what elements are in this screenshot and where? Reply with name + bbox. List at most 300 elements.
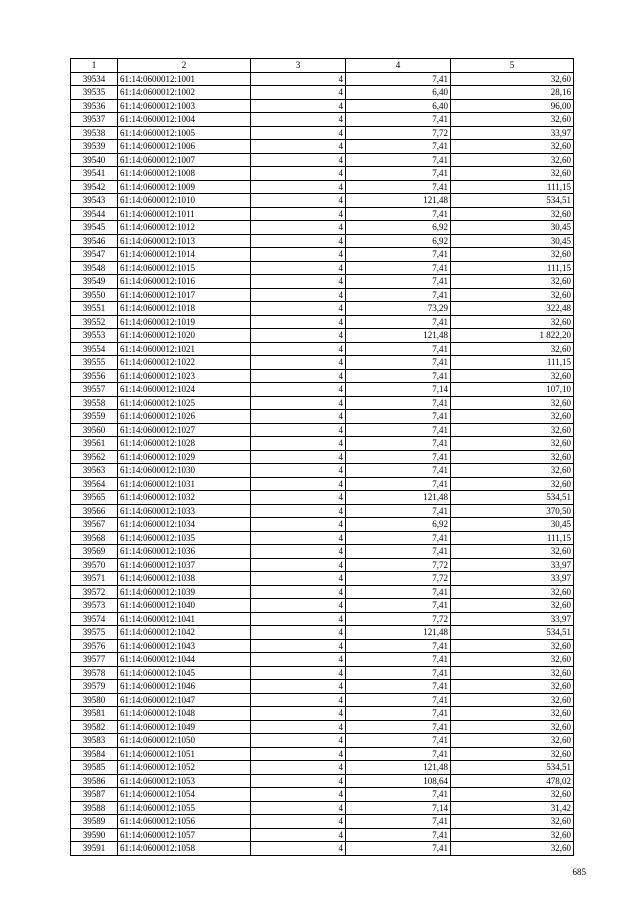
table-row — [71, 815, 574, 829]
table-cell-col3: 4 — [251, 518, 346, 532]
table-cell-col3: 4 — [251, 450, 346, 464]
table-body — [71, 72, 574, 855]
table-cell-col4: 7,41 — [346, 288, 451, 302]
table-cell-col1: 39559 — [71, 410, 118, 424]
table-cell-col5: 32,60 — [451, 693, 574, 707]
table-cell-col4: 73,29 — [346, 302, 451, 316]
table-cell-col5: 32,60 — [451, 680, 574, 694]
table-cell-col1: 39552 — [71, 315, 118, 329]
table-cell-col4: 7,41 — [346, 315, 451, 329]
table-row — [71, 788, 574, 802]
table-cell-col4: 6,40 — [346, 99, 451, 113]
table-cell-col4: 7,41 — [346, 666, 451, 680]
table-cell-col2: 61:14:0600012:1023 — [118, 369, 251, 383]
table-cell-col3: 4 — [251, 720, 346, 734]
table-row — [71, 666, 574, 680]
column-header-4: 4 — [346, 59, 451, 73]
table-cell-col5: 322,48 — [451, 302, 574, 316]
table-cell-col3: 4 — [251, 261, 346, 275]
table-cell-col3: 4 — [251, 423, 346, 437]
table-cell-col1: 39560 — [71, 423, 118, 437]
table-cell-col4: 7,41 — [346, 734, 451, 748]
table-cell-col4: 7,72 — [346, 558, 451, 572]
table-cell-col4: 7,41 — [346, 113, 451, 127]
table-cell-col5: 32,60 — [451, 639, 574, 653]
table-cell-col4: 7,41 — [346, 153, 451, 167]
table-cell-col4: 7,41 — [346, 410, 451, 424]
table-cell-col2: 61:14:0600012:1027 — [118, 423, 251, 437]
table-cell-col5: 96,00 — [451, 99, 574, 113]
table-cell-col1: 39584 — [71, 747, 118, 761]
table-row — [71, 518, 574, 532]
table-cell-col1: 39571 — [71, 572, 118, 586]
table-row — [71, 167, 574, 181]
table-row — [71, 531, 574, 545]
table-cell-col3: 4 — [251, 531, 346, 545]
table-cell-col2: 61:14:0600012:1042 — [118, 626, 251, 640]
table-cell-col4: 7,41 — [346, 653, 451, 667]
column-header-3: 3 — [251, 59, 346, 73]
table-cell-col4: 6,92 — [346, 234, 451, 248]
table-cell-col2: 61:14:0600012:1028 — [118, 437, 251, 451]
table-cell-col5: 32,60 — [451, 477, 574, 491]
table-row — [71, 450, 574, 464]
table-cell-col2: 61:14:0600012:1034 — [118, 518, 251, 532]
table-cell-col2: 61:14:0600012:1032 — [118, 491, 251, 505]
table-cell-col4: 7,41 — [346, 275, 451, 289]
table-cell-col2: 61:14:0600012:1011 — [118, 207, 251, 221]
table-cell-col4: 7,41 — [346, 842, 451, 856]
table-cell-col3: 4 — [251, 207, 346, 221]
table-cell-col5: 111,15 — [451, 261, 574, 275]
table-cell-col2: 61:14:0600012:1022 — [118, 356, 251, 370]
table-cell-col2: 61:14:0600012:1048 — [118, 707, 251, 721]
table-cell-col2: 61:14:0600012:1046 — [118, 680, 251, 694]
table-cell-col1: 39553 — [71, 329, 118, 343]
table-cell-col2: 61:14:0600012:1047 — [118, 693, 251, 707]
table-row — [71, 720, 574, 734]
table-cell-col3: 4 — [251, 477, 346, 491]
table-row — [71, 72, 574, 86]
table-cell-col3: 4 — [251, 464, 346, 478]
table-cell-col3: 4 — [251, 140, 346, 154]
table-cell-col4: 7,41 — [346, 720, 451, 734]
table-cell-col4: 121,48 — [346, 194, 451, 208]
table-cell-col5: 32,60 — [451, 113, 574, 127]
table-cell-col4: 121,48 — [346, 626, 451, 640]
table-cell-col2: 61:14:0600012:1044 — [118, 653, 251, 667]
table-cell-col5: 32,60 — [451, 396, 574, 410]
table-cell-col2: 61:14:0600012:1021 — [118, 342, 251, 356]
table-cell-col1: 39572 — [71, 585, 118, 599]
table-cell-col2: 61:14:0600012:1036 — [118, 545, 251, 559]
table-cell-col5: 32,60 — [451, 585, 574, 599]
table-cell-col2: 61:14:0600012:1035 — [118, 531, 251, 545]
table-row — [71, 275, 574, 289]
table-cell-col4: 7,41 — [346, 450, 451, 464]
table-row — [71, 221, 574, 235]
table-cell-col2: 61:14:0600012:1020 — [118, 329, 251, 343]
table-cell-col1: 39539 — [71, 140, 118, 154]
table-cell-col2: 61:14:0600012:1009 — [118, 180, 251, 194]
table-cell-col1: 39549 — [71, 275, 118, 289]
table-cell-col1: 39576 — [71, 639, 118, 653]
table-cell-col1: 39575 — [71, 626, 118, 640]
table-cell-col3: 4 — [251, 167, 346, 181]
table-row — [71, 653, 574, 667]
table-cell-col1: 39564 — [71, 477, 118, 491]
table-cell-col3: 4 — [251, 585, 346, 599]
table-cell-col5: 32,60 — [451, 410, 574, 424]
table-cell-col1: 39573 — [71, 599, 118, 613]
table-row — [71, 477, 574, 491]
table-cell-col3: 4 — [251, 275, 346, 289]
table-cell-col2: 61:14:0600012:1013 — [118, 234, 251, 248]
table-cell-col3: 4 — [251, 356, 346, 370]
table-cell-col4: 7,41 — [346, 464, 451, 478]
table-row — [71, 491, 574, 505]
table-cell-col1: 39558 — [71, 396, 118, 410]
table-cell-col1: 39566 — [71, 504, 118, 518]
table-row — [71, 180, 574, 194]
table-cell-col5: 32,60 — [451, 207, 574, 221]
table-cell-col2: 61:14:0600012:1018 — [118, 302, 251, 316]
table-cell-col3: 4 — [251, 234, 346, 248]
table-cell-col4: 7,41 — [346, 531, 451, 545]
table-cell-col2: 61:14:0600012:1038 — [118, 572, 251, 586]
table-cell-col2: 61:14:0600012:1054 — [118, 788, 251, 802]
table-cell-col3: 4 — [251, 612, 346, 626]
table-cell-col5: 32,60 — [451, 248, 574, 262]
table-cell-col3: 4 — [251, 707, 346, 721]
table-row — [71, 599, 574, 613]
table-cell-col1: 39579 — [71, 680, 118, 694]
table-cell-col4: 7,41 — [346, 504, 451, 518]
table-cell-col5: 32,60 — [451, 545, 574, 559]
table-cell-col4: 6,40 — [346, 86, 451, 100]
table-cell-col1: 39540 — [71, 153, 118, 167]
table-cell-col4: 121,48 — [346, 491, 451, 505]
table-row — [71, 612, 574, 626]
table-cell-col1: 39588 — [71, 801, 118, 815]
table-cell-col4: 7,41 — [346, 639, 451, 653]
table-row — [71, 194, 574, 208]
table-cell-col5: 32,60 — [451, 734, 574, 748]
table-row — [71, 342, 574, 356]
table-cell-col4: 7,41 — [346, 477, 451, 491]
table-cell-col1: 39534 — [71, 72, 118, 86]
table-cell-col3: 4 — [251, 666, 346, 680]
table-cell-col1: 39582 — [71, 720, 118, 734]
table-cell-col4: 7,41 — [346, 545, 451, 559]
table-cell-col1: 39556 — [71, 369, 118, 383]
table-row — [71, 693, 574, 707]
table-row — [71, 842, 574, 856]
table-cell-col1: 39574 — [71, 612, 118, 626]
column-header-1: 1 — [71, 59, 118, 73]
table-cell-col3: 4 — [251, 653, 346, 667]
table-cell-col2: 61:14:0600012:1033 — [118, 504, 251, 518]
table-cell-col2: 61:14:0600012:1008 — [118, 167, 251, 181]
table-row — [71, 639, 574, 653]
table-cell-col4: 7,41 — [346, 72, 451, 86]
table-cell-col4: 121,48 — [346, 761, 451, 775]
table-cell-col4: 7,41 — [346, 140, 451, 154]
table-cell-col1: 39587 — [71, 788, 118, 802]
table-cell-col4: 7,41 — [346, 342, 451, 356]
table-cell-col5: 534,51 — [451, 761, 574, 775]
table-cell-col5: 33,97 — [451, 126, 574, 140]
table-cell-col2: 61:14:0600012:1014 — [118, 248, 251, 262]
table-row — [71, 369, 574, 383]
table-cell-col4: 7,72 — [346, 572, 451, 586]
table-cell-col1: 39547 — [71, 248, 118, 262]
table-row — [71, 86, 574, 100]
table-cell-col2: 61:14:0600012:1041 — [118, 612, 251, 626]
table-cell-col4: 7,41 — [346, 207, 451, 221]
table-cell-col1: 39537 — [71, 113, 118, 127]
table-cell-col2: 61:14:0600012:1004 — [118, 113, 251, 127]
table-cell-col2: 61:14:0600012:1057 — [118, 828, 251, 842]
table-row — [71, 626, 574, 640]
table-cell-col1: 39541 — [71, 167, 118, 181]
table-cell-col1: 39570 — [71, 558, 118, 572]
table-cell-col4: 7,41 — [346, 788, 451, 802]
table-row — [71, 248, 574, 262]
table-cell-col3: 4 — [251, 248, 346, 262]
table-cell-col3: 4 — [251, 693, 346, 707]
table-row — [71, 761, 574, 775]
table-row — [71, 383, 574, 397]
table-cell-col4: 7,41 — [346, 599, 451, 613]
table-cell-col2: 61:14:0600012:1055 — [118, 801, 251, 815]
table-row — [71, 774, 574, 788]
table-cell-col1: 39542 — [71, 180, 118, 194]
table-row — [71, 572, 574, 586]
table-cell-col2: 61:14:0600012:1012 — [118, 221, 251, 235]
table-row — [71, 558, 574, 572]
table-cell-col5: 33,97 — [451, 612, 574, 626]
table-cell-col3: 4 — [251, 221, 346, 235]
table-cell-col3: 4 — [251, 788, 346, 802]
table-cell-col5: 32,60 — [451, 437, 574, 451]
table-cell-col1: 39591 — [71, 842, 118, 856]
table-row — [71, 707, 574, 721]
table-cell-col5: 478,02 — [451, 774, 574, 788]
table-cell-col3: 4 — [251, 410, 346, 424]
table-cell-col1: 39554 — [71, 342, 118, 356]
table-cell-col1: 39548 — [71, 261, 118, 275]
table-cell-col5: 32,60 — [451, 288, 574, 302]
table-cell-col4: 7,41 — [346, 396, 451, 410]
table-cell-col4: 7,41 — [346, 707, 451, 721]
table-cell-col3: 4 — [251, 302, 346, 316]
table-row — [71, 356, 574, 370]
table-cell-col4: 7,41 — [346, 369, 451, 383]
table-row — [71, 153, 574, 167]
table-cell-col2: 61:14:0600012:1007 — [118, 153, 251, 167]
table-cell-col3: 4 — [251, 747, 346, 761]
table-cell-col1: 39577 — [71, 653, 118, 667]
table-cell-col1: 39538 — [71, 126, 118, 140]
table-cell-col1: 39581 — [71, 707, 118, 721]
table-cell-col4: 7,14 — [346, 801, 451, 815]
table-cell-col2: 61:14:0600012:1025 — [118, 396, 251, 410]
table-cell-col4: 7,14 — [346, 383, 451, 397]
table-cell-col5: 32,60 — [451, 153, 574, 167]
table-cell-col2: 61:14:0600012:1058 — [118, 842, 251, 856]
table-cell-col5: 33,97 — [451, 572, 574, 586]
table-cell-col2: 61:14:0600012:1037 — [118, 558, 251, 572]
table-cell-col3: 4 — [251, 369, 346, 383]
table-cell-col3: 4 — [251, 599, 346, 613]
table-cell-col5: 32,60 — [451, 828, 574, 842]
table-cell-col1: 39590 — [71, 828, 118, 842]
table-cell-col5: 32,60 — [451, 653, 574, 667]
table-cell-col2: 61:14:0600012:1043 — [118, 639, 251, 653]
table-cell-col5: 30,45 — [451, 234, 574, 248]
table-cell-col5: 32,60 — [451, 72, 574, 86]
table-cell-col3: 4 — [251, 545, 346, 559]
table-cell-col3: 4 — [251, 180, 346, 194]
table-cell-col1: 39567 — [71, 518, 118, 532]
table-row — [71, 302, 574, 316]
table-cell-col2: 61:14:0600012:1050 — [118, 734, 251, 748]
table-cell-col3: 4 — [251, 194, 346, 208]
table-cell-col3: 4 — [251, 315, 346, 329]
table-cell-col4: 108,64 — [346, 774, 451, 788]
table-cell-col2: 61:14:0600012:1030 — [118, 464, 251, 478]
table-cell-col4: 6,92 — [346, 221, 451, 235]
table-cell-col3: 4 — [251, 761, 346, 775]
table-row — [71, 747, 574, 761]
table-cell-col4: 7,72 — [346, 126, 451, 140]
table-cell-col4: 7,41 — [346, 167, 451, 181]
table-cell-col5: 28,16 — [451, 86, 574, 100]
table-cell-col2: 61:14:0600012:1056 — [118, 815, 251, 829]
table-cell-col2: 61:14:0600012:1001 — [118, 72, 251, 86]
table-cell-col1: 39535 — [71, 86, 118, 100]
table-cell-col2: 61:14:0600012:1031 — [118, 477, 251, 491]
table-row — [71, 504, 574, 518]
table-cell-col5: 32,60 — [451, 666, 574, 680]
table-cell-col2: 61:14:0600012:1052 — [118, 761, 251, 775]
table-cell-col1: 39546 — [71, 234, 118, 248]
column-header-5: 5 — [451, 59, 574, 73]
table-row — [71, 207, 574, 221]
table-cell-col3: 4 — [251, 153, 346, 167]
table-cell-col3: 4 — [251, 99, 346, 113]
table-cell-col3: 4 — [251, 72, 346, 86]
table-cell-col5: 32,60 — [451, 842, 574, 856]
table-cell-col3: 4 — [251, 801, 346, 815]
table-cell-col3: 4 — [251, 86, 346, 100]
table-cell-col5: 32,60 — [451, 815, 574, 829]
table-cell-col5: 111,15 — [451, 356, 574, 370]
table-cell-col3: 4 — [251, 572, 346, 586]
table-cell-col5: 32,60 — [451, 167, 574, 181]
table-cell-col4: 7,41 — [346, 356, 451, 370]
table-cell-col4: 121,48 — [346, 329, 451, 343]
table-cell-col3: 4 — [251, 842, 346, 856]
table-cell-col4: 7,41 — [346, 585, 451, 599]
table-cell-col5: 30,45 — [451, 518, 574, 532]
table-cell-col2: 61:14:0600012:1016 — [118, 275, 251, 289]
table-cell-col4: 7,41 — [346, 680, 451, 694]
table-cell-col5: 32,60 — [451, 315, 574, 329]
table-cell-col1: 39555 — [71, 356, 118, 370]
table-cell-col3: 4 — [251, 437, 346, 451]
table-cell-col4: 6,92 — [346, 518, 451, 532]
table-cell-col5: 32,60 — [451, 707, 574, 721]
table-cell-col5: 30,45 — [451, 221, 574, 235]
table-row — [71, 801, 574, 815]
header-row — [71, 59, 574, 73]
table-cell-col2: 61:14:0600012:1002 — [118, 86, 251, 100]
table-cell-col2: 61:14:0600012:1026 — [118, 410, 251, 424]
table-row — [71, 234, 574, 248]
table-cell-col1: 39545 — [71, 221, 118, 235]
table-cell-col5: 1 822,20 — [451, 329, 574, 343]
table-row — [71, 140, 574, 154]
table-cell-col3: 4 — [251, 288, 346, 302]
page-number: 685 — [572, 867, 586, 877]
table-cell-col1: 39557 — [71, 383, 118, 397]
table-cell-col3: 4 — [251, 815, 346, 829]
table-cell-col3: 4 — [251, 828, 346, 842]
table-row — [71, 828, 574, 842]
table-cell-col1: 39569 — [71, 545, 118, 559]
table-cell-col4: 7,41 — [346, 828, 451, 842]
table-cell-col1: 39589 — [71, 815, 118, 829]
table-cell-col1: 39568 — [71, 531, 118, 545]
table-cell-col5: 33,97 — [451, 558, 574, 572]
table-cell-col3: 4 — [251, 396, 346, 410]
table-row — [71, 288, 574, 302]
table-cell-col3: 4 — [251, 113, 346, 127]
table-row — [71, 423, 574, 437]
table-cell-col2: 61:14:0600012:1005 — [118, 126, 251, 140]
table-header — [71, 59, 574, 73]
table-cell-col4: 7,41 — [346, 747, 451, 761]
table-cell-col2: 61:14:0600012:1006 — [118, 140, 251, 154]
table-cell-col1: 39544 — [71, 207, 118, 221]
table-cell-col5: 32,60 — [451, 342, 574, 356]
table-cell-col2: 61:14:0600012:1003 — [118, 99, 251, 113]
table-cell-col2: 61:14:0600012:1024 — [118, 383, 251, 397]
table-row — [71, 680, 574, 694]
table-cell-col5: 32,60 — [451, 464, 574, 478]
table-cell-col5: 32,60 — [451, 423, 574, 437]
table-cell-col2: 61:14:0600012:1019 — [118, 315, 251, 329]
table-cell-col5: 534,51 — [451, 491, 574, 505]
table-cell-col2: 61:14:0600012:1017 — [118, 288, 251, 302]
table-cell-col5: 32,60 — [451, 720, 574, 734]
table-row — [71, 113, 574, 127]
table-row — [71, 437, 574, 451]
table-cell-col5: 32,60 — [451, 450, 574, 464]
table-cell-col4: 7,41 — [346, 248, 451, 262]
table-cell-col1: 39585 — [71, 761, 118, 775]
table-cell-col5: 534,51 — [451, 194, 574, 208]
table-row — [71, 734, 574, 748]
table-cell-col2: 61:14:0600012:1053 — [118, 774, 251, 788]
table-cell-col1: 39550 — [71, 288, 118, 302]
table-cell-col4: 7,41 — [346, 423, 451, 437]
table-cell-col3: 4 — [251, 383, 346, 397]
table-row — [71, 464, 574, 478]
table-cell-col1: 39580 — [71, 693, 118, 707]
